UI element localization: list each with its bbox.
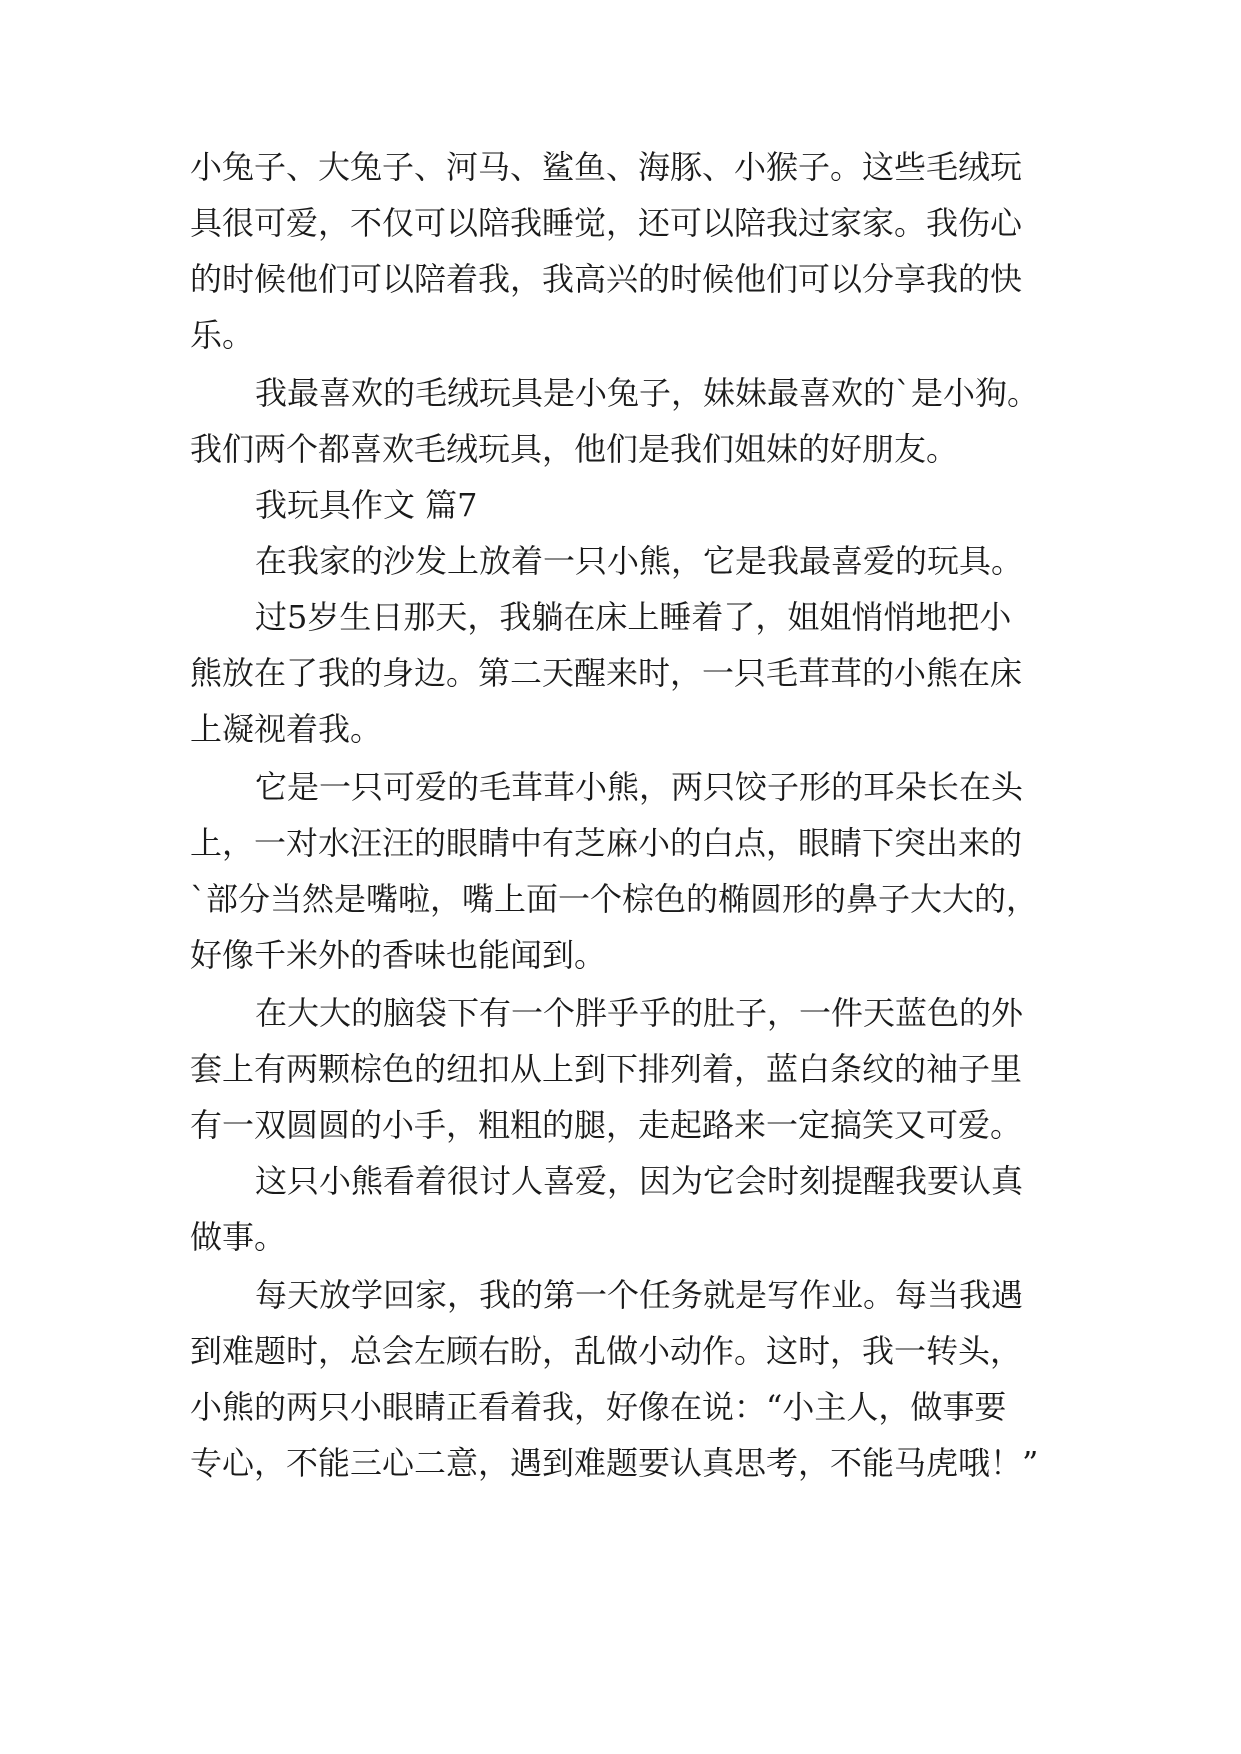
text-line: 小兔子、大兔子、河马、鲨鱼、海豚、小猴子。这些毛绒玩 [190,148,1023,186]
text-line: 我最喜欢的毛绒玩具是小兔子，妹妹最喜欢的`是小狗。 [255,374,1040,412]
text-line: `部分当然是嘴啦，嘴上面一个棕色的椭圆形的鼻子大大的， [190,880,1039,918]
text-line: 在我家的沙发上放着一只小熊，它是我最喜爱的玩具。 [255,542,1024,580]
text-line: 熊放在了我的身边。第二天醒来时，一只毛茸茸的小熊在床 [190,654,1023,692]
text-line: 好像千米外的香味也能闻到。 [190,936,607,974]
text-line: 乐。 [190,316,255,354]
text-line: 的时候他们可以陪着我，我高兴的时候他们可以分享我的快 [190,260,1023,298]
text-line: 小熊的两只小眼睛正看着我，好像在说：“小主人，做事要 [190,1388,1007,1426]
text-line: 专心，不能三心二意，遇到难题要认真思考，不能马虎哦！” [190,1444,1039,1482]
text-line: 过5岁生日那天，我躺在床上睡着了，姐姐悄悄地把小 [255,598,1012,636]
text-line: 具很可爱，不仅可以陪我睡觉，还可以陪我过家家。我伤心 [190,204,1023,242]
section-heading: 我玩具作文 篇7 [255,486,478,524]
text-line: 在大大的脑袋下有一个胖乎乎的肚子，一件天蓝色的外 [255,994,1024,1032]
text-line: 每天放学回家，我的第一个任务就是写作业。每当我遇 [255,1276,1024,1314]
text-line: 做事。 [190,1218,287,1256]
text-line: 这只小熊看着很讨人喜爱，因为它会时刻提醒我要认真 [255,1162,1024,1200]
text-line: 上，一对水汪汪的眼睛中有芝麻小的白点，眼睛下突出来的 [190,824,1023,862]
text-line: 它是一只可爱的毛茸茸小熊，两只饺子形的耳朵长在头 [255,768,1024,806]
text-line: 上凝视着我。 [190,710,383,748]
text-line: 到难题时，总会左顾右盼，乱做小动作。这时，我一转头， [190,1332,1023,1370]
text-line: 套上有两颗棕色的纽扣从上到下排列着，蓝白条纹的袖子里 [190,1050,1023,1088]
text-line: 我们两个都喜欢毛绒玩具，他们是我们姐妹的好朋友。 [190,430,959,468]
text-line: 有一双圆圆的小手，粗粗的腿，走起路来一定搞笑又可爱。 [190,1106,1023,1144]
